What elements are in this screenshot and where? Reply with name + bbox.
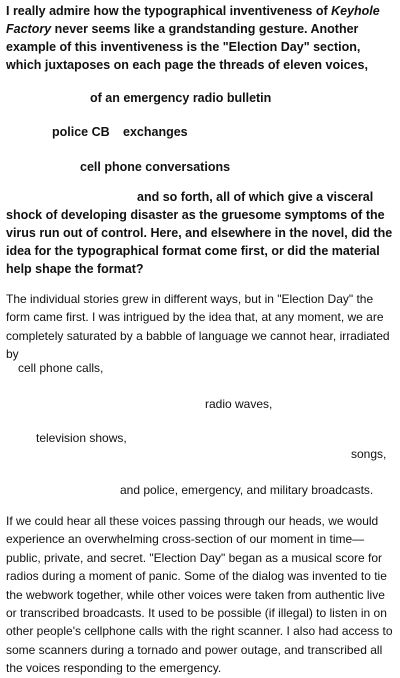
answer-paragraph-2: If we could hear all these voices passing through our heads, we would experience an overwhelming cross-section of our moment in time—public, private, and secret. "Election Day" began as a musical score for radios during a moment of panic. Some of the dialog was invented to tie the webwork together, while other voices were taken from authentic live or transcribed broadcasts. It used to be possible (if illegal) to listen in on other people's cellphone calls with the right scanner. I also had access to some scanners during a tornado and power outage, and transcribed all the voices responding to the emergency.: [6, 514, 393, 676]
book-title: Keyhole Factory: [6, 4, 380, 36]
question-conclusion: and so forth, all of which give a visceral shock of developing disaster as the gruesome symptoms of the virus run out of control. Here, and elsewhere in the novel, did the idea for the typographical format come first, or did the material help shape the format?: [6, 190, 393, 276]
question-intro: [6, 2, 394, 74]
question-intro-rest: never seems like a grandstanding gesture. Another example of this inventiveness is the "Election Day" section, which juxtaposes on each page the threads of eleven voices,: [6, 22, 368, 72]
voice-radio-bulletin: of an emergency radio bulletin: [90, 91, 272, 105]
question-intro-text: I really admire how the typographical inventiveness of: [6, 4, 332, 18]
voice-cell-phone-calls: cell phone calls,: [18, 361, 104, 375]
voice-television-shows: television shows,: [36, 431, 127, 445]
voice-cell-conversations: cell phone conversations: [80, 160, 231, 174]
voice-songs: songs,: [351, 447, 387, 461]
voice-broadcasts: and police, emergency, and military broadcasts.: [120, 483, 374, 497]
voice-radio-waves: radio waves,: [205, 397, 273, 411]
voice-exchanges: exchanges: [123, 125, 188, 139]
answer-paragraph-1: The individual stories grew in different ways, but in "Election Day" the form came first. I was intrigued by the idea that, at any moment, we are completely saturated by a babble of language we cannot hear, irradiated by: [6, 292, 390, 362]
voice-police-cb: police CB: [52, 125, 110, 139]
